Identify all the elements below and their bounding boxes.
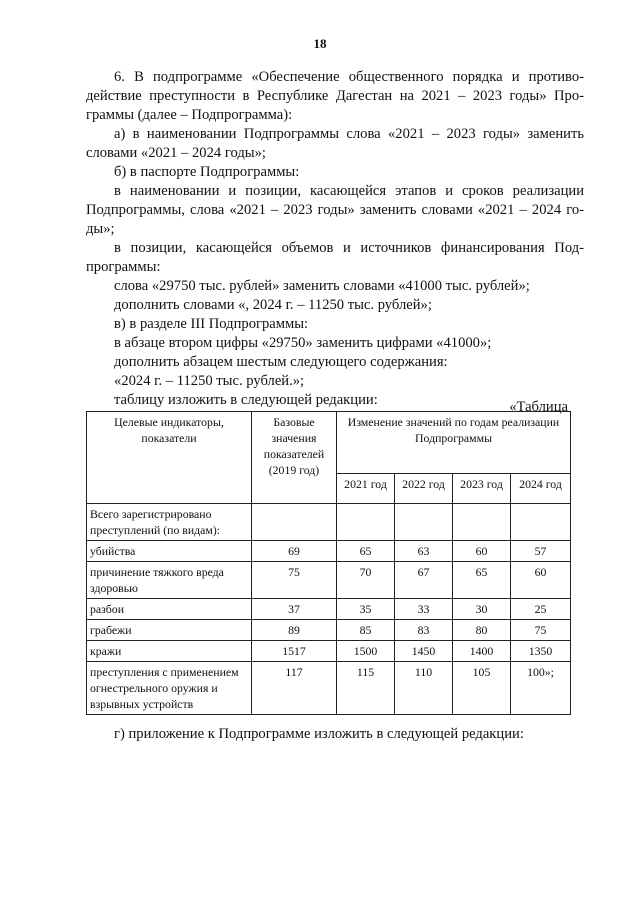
year-value: 75 xyxy=(511,620,571,641)
paragraph-line: дополнить словами «, 2024 г. – 11250 тыс. рублей»; xyxy=(114,297,432,313)
year-value: 1400 xyxy=(453,641,511,662)
table-row xyxy=(87,599,571,620)
year-value: 85 xyxy=(337,620,395,641)
year-value: 25 xyxy=(511,599,571,620)
year-value: 1350 xyxy=(511,641,571,662)
base-value: 75 xyxy=(252,562,337,599)
base-value: 37 xyxy=(252,599,337,620)
header-year: 2021 год xyxy=(337,474,395,504)
header-year: 2024 год xyxy=(511,474,571,504)
table-row xyxy=(87,620,571,641)
year-value: 1450 xyxy=(395,641,453,662)
year-value: 100»; xyxy=(511,662,571,715)
paragraph-line: словами «2021 – 2024 годы»; xyxy=(86,145,266,161)
year-value: 60 xyxy=(453,541,511,562)
year-value: 105 xyxy=(453,662,511,715)
table-row xyxy=(87,662,571,715)
indicator-name: кражи xyxy=(87,641,252,662)
base-value: 117 xyxy=(252,662,337,715)
paragraph-line: в абзаце втором цифры «29750» заменить цифрами «41000»; xyxy=(114,335,492,351)
header-year: 2022 год xyxy=(395,474,453,504)
header-base-values: Базовые значения показателей (2019 год) xyxy=(252,412,337,504)
year-value: 67 xyxy=(395,562,453,599)
paragraph-line: а) в наименовании Подпрограммы слова «2021 – 2023 годы» заменить xyxy=(114,126,584,142)
header-changes-by-year: Изменение значений по годам реализации Подпрограммы xyxy=(337,412,571,474)
indicators-table xyxy=(86,411,571,715)
table-caption: «Таблица xyxy=(509,399,568,415)
table-row xyxy=(87,562,571,599)
closing-paragraph: г) приложение к Подпрограмме изложить в следующей редакции: xyxy=(114,726,524,742)
year-value: 57 xyxy=(511,541,571,562)
year-value: 35 xyxy=(337,599,395,620)
year-value: 65 xyxy=(453,562,511,599)
paragraph-line: в) в разделе III Подпрограммы: xyxy=(114,316,309,332)
base-value: 89 xyxy=(252,620,337,641)
table-row xyxy=(87,541,571,562)
paragraph-line: таблицу изложить в следующей редакции: xyxy=(114,392,378,408)
paragraph-line: действие преступности в Республике Дагестан на 2021 – 2023 годы» Про- xyxy=(86,88,584,104)
header-year: 2023 год xyxy=(453,474,511,504)
paragraph-line: граммы (далее – Подпрограмма): xyxy=(86,107,293,123)
indicator-name: разбои xyxy=(87,599,252,620)
base-value: 69 xyxy=(252,541,337,562)
year-value: 80 xyxy=(453,620,511,641)
year-value: 83 xyxy=(395,620,453,641)
year-value: 33 xyxy=(395,599,453,620)
paragraph-line: 6. В подпрограмме «Обеспечение общественного порядка и противо- xyxy=(114,69,584,85)
paragraph-line: б) в паспорте Подпрограммы: xyxy=(114,164,300,180)
base-value: 1517 xyxy=(252,641,337,662)
year-value: 110 xyxy=(395,662,453,715)
table-row xyxy=(87,504,571,541)
indicator-name: причинение тяжкого вреда здоровью xyxy=(87,562,252,599)
paragraph-line: программы: xyxy=(86,259,161,275)
group-label: Всего зарегистрировано преступлений (по видам): xyxy=(87,504,252,541)
paragraph-line: дополнить абзацем шестым следующего содержания: xyxy=(114,354,448,370)
year-value: 65 xyxy=(337,541,395,562)
table-row xyxy=(87,641,571,662)
year-value: 70 xyxy=(337,562,395,599)
paragraph-line: «2024 г. – 11250 тыс. рублей.»; xyxy=(114,373,305,389)
year-value: 60 xyxy=(511,562,571,599)
indicator-name: грабежи xyxy=(87,620,252,641)
indicator-name: убийства xyxy=(87,541,252,562)
year-value: 30 xyxy=(453,599,511,620)
header-indicators: Целевые индикаторы, показатели xyxy=(87,412,252,504)
paragraph-line: ды»; xyxy=(86,221,115,237)
indicator-name: преступления с применением огнестрельного оружия и взрывных устройств xyxy=(87,662,252,715)
year-value: 1500 xyxy=(337,641,395,662)
page-number: 18 xyxy=(313,36,327,51)
paragraph-line: в позиции, касающейся объемов и источников финансирования Под- xyxy=(114,240,584,256)
year-value: 115 xyxy=(337,662,395,715)
paragraph-line: слова «29750 тыс. рублей» заменить словами «41000 тыс. рублей»; xyxy=(114,278,530,294)
paragraph-line: в наименовании и позиции, касающейся этапов и сроков реализации xyxy=(114,183,584,199)
year-value: 63 xyxy=(395,541,453,562)
paragraph-line: Подпрограммы, слова «2021 – 2023 годы» заменить словами «2021 – 2024 го- xyxy=(86,202,584,218)
